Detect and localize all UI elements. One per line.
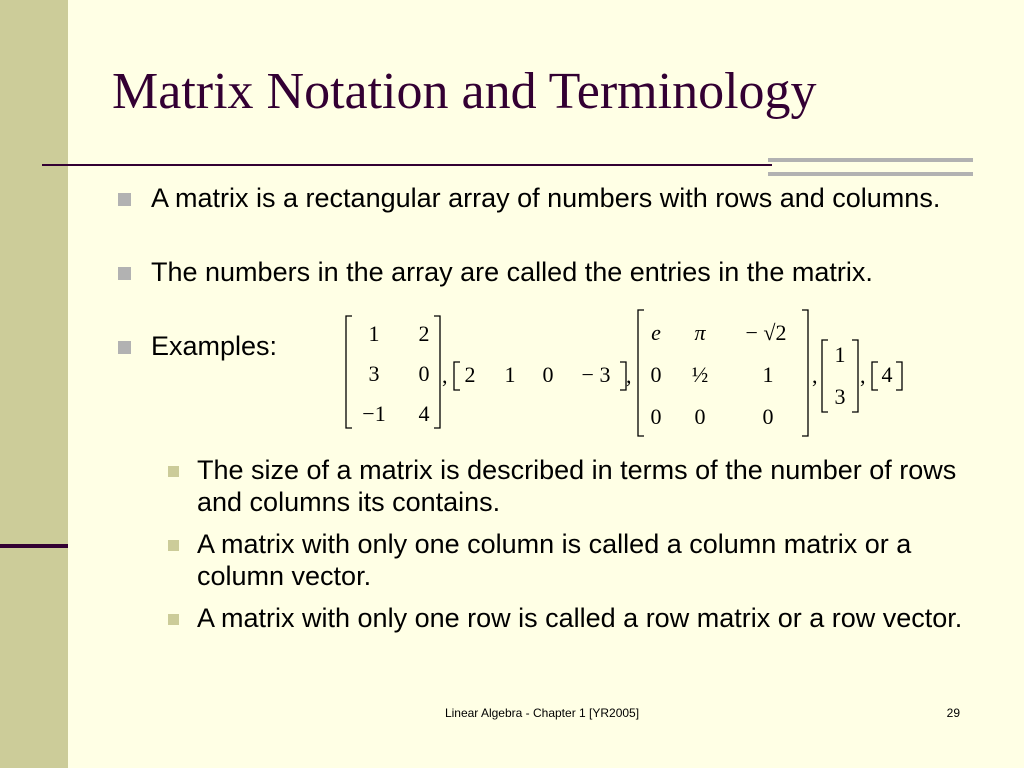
matrix-entry: π bbox=[694, 320, 706, 345]
page-number: 29 bbox=[946, 706, 960, 720]
slide-title: Matrix Notation and Terminology bbox=[112, 63, 817, 120]
footer-text: Linear Algebra - Chapter 1 [YR2005] bbox=[444, 706, 640, 720]
matrix-entry: 1 bbox=[762, 362, 774, 387]
row-matrix bbox=[454, 362, 626, 390]
bracket-left bbox=[346, 316, 352, 428]
bracket-left bbox=[872, 362, 878, 390]
matrix-entry: 0 bbox=[650, 362, 662, 387]
matrix-examples bbox=[330, 306, 930, 446]
matrix-entry: 2 bbox=[464, 362, 476, 387]
matrix-entry: 4 bbox=[418, 401, 430, 426]
sub-bullet-text: The size of a matrix is described in terms of the number of rows and columns its contains. bbox=[197, 455, 957, 517]
bracket-right bbox=[802, 310, 808, 436]
matrix-entry: 0 bbox=[694, 404, 706, 429]
matrix-entry: 1 bbox=[368, 321, 380, 346]
bullet-square-icon bbox=[118, 341, 131, 354]
bracket-left bbox=[822, 340, 828, 412]
matrix-entry: 0 bbox=[418, 361, 430, 386]
matrix-entry: 0 bbox=[542, 362, 554, 387]
matrix-entry: −1 bbox=[362, 401, 386, 426]
bullet-square-icon bbox=[168, 466, 179, 477]
sub-bullet-item bbox=[197, 602, 977, 634]
column-matrix bbox=[822, 340, 858, 412]
bullet-square-icon bbox=[118, 193, 131, 206]
matrix-entry: 2 bbox=[418, 321, 430, 346]
matrix-3x3 bbox=[638, 310, 808, 436]
bullet-text: A matrix is a rectangular array of numbers with rows and columns. bbox=[151, 183, 941, 213]
matrix-entry: 3 bbox=[834, 384, 846, 409]
sub-bullet-text: A matrix with only one column is called a column matrix or a column vector. bbox=[197, 529, 912, 591]
bullet-square-icon bbox=[118, 267, 131, 280]
bracket-right bbox=[896, 362, 902, 390]
sidebar-rule bbox=[0, 544, 68, 548]
single-entry-matrix bbox=[872, 362, 902, 390]
matrix-entry: 1 bbox=[504, 362, 516, 387]
bracket-right bbox=[434, 316, 440, 428]
comma: , bbox=[812, 363, 818, 388]
matrix-entry: 0 bbox=[762, 404, 774, 429]
bullet-text: Examples: bbox=[151, 331, 278, 361]
bracket-right bbox=[852, 340, 858, 412]
comma: , bbox=[442, 363, 448, 388]
decor-bar-bottom bbox=[768, 172, 973, 176]
matrix-entry: − 3 bbox=[581, 362, 611, 387]
bullet-item bbox=[151, 256, 961, 288]
title-underline bbox=[42, 164, 772, 166]
comma: , bbox=[626, 363, 632, 388]
matrix-entry: 4 bbox=[881, 362, 893, 387]
bracket-left bbox=[454, 362, 460, 390]
bullet-square-icon bbox=[168, 540, 179, 551]
matrix-3x2 bbox=[346, 316, 440, 428]
matrix-entry: 3 bbox=[368, 361, 380, 386]
sub-bullet-text: A matrix with only one row is called a row matrix or a row vector. bbox=[197, 603, 963, 633]
bullet-item bbox=[151, 182, 961, 214]
sub-bullet-item bbox=[197, 454, 957, 518]
bracket-left bbox=[638, 310, 644, 436]
bullet-text: The numbers in the array are called the entries in the matrix. bbox=[151, 257, 873, 287]
sub-bullet-item bbox=[197, 528, 957, 592]
matrix-entry: ½ bbox=[691, 362, 709, 387]
matrix-entry: e bbox=[651, 320, 661, 345]
comma: , bbox=[860, 363, 866, 388]
matrix-entry: 1 bbox=[834, 342, 846, 367]
bullet-item bbox=[151, 330, 351, 362]
decor-bar-top bbox=[768, 158, 973, 162]
matrix-entry: 0 bbox=[650, 404, 662, 429]
matrix-entry: − √2 bbox=[745, 320, 787, 345]
left-sidebar-band bbox=[0, 0, 68, 768]
bullet-square-icon bbox=[168, 614, 179, 625]
